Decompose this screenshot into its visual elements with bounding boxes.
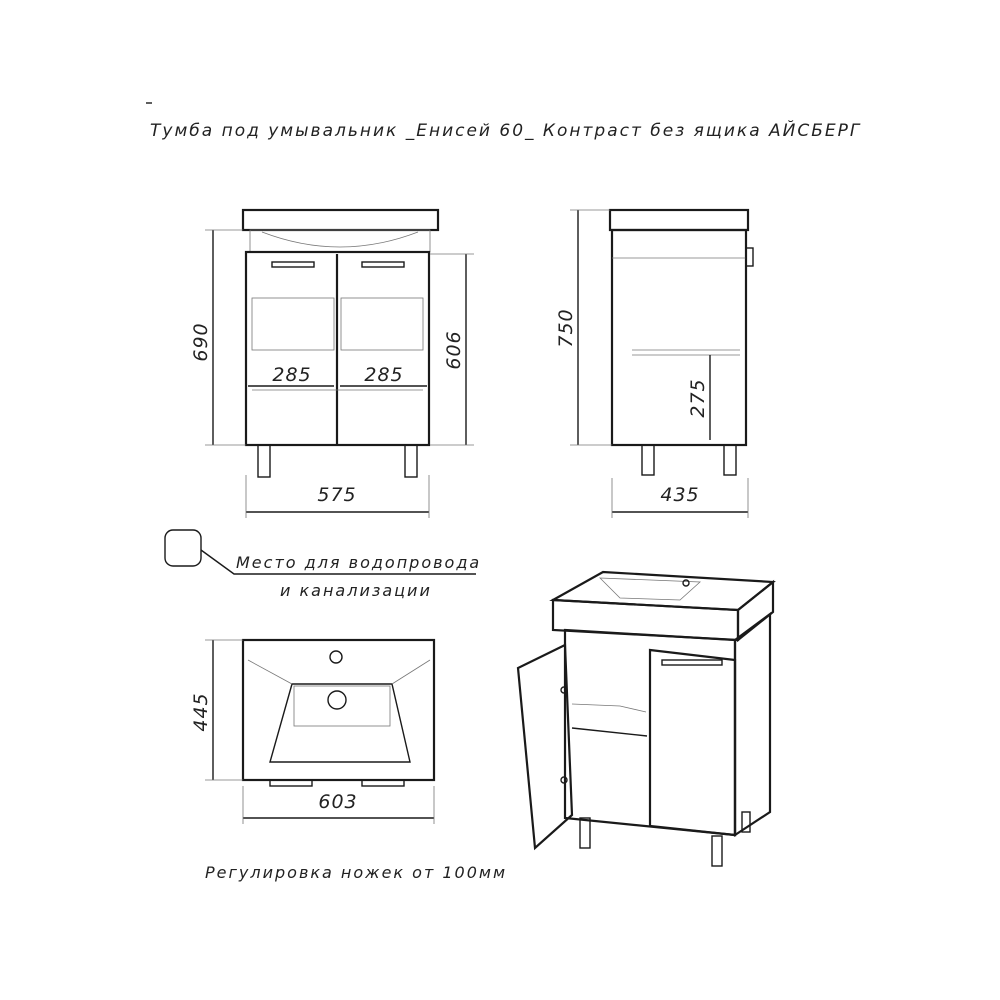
- legend-hatch-swatch: [165, 530, 201, 566]
- drain-hole: [328, 691, 346, 709]
- iso-right-door-handle: [662, 660, 722, 665]
- tap-hole: [330, 651, 342, 663]
- front-basin-bowl: [250, 230, 430, 252]
- iso-front-left-leg: [580, 818, 590, 848]
- drawing-title: Тумба под умывальник _Енисей 60_ Контраст без ящика АЙСБЕРГ: [150, 121, 862, 141]
- dim-side-depth: 435: [660, 484, 700, 506]
- side-view: [610, 210, 753, 475]
- right-plumbing-zone: [341, 298, 423, 350]
- legs-adjustment-note: Регулировка ножек от 100мм: [205, 863, 508, 882]
- side-dimensions: [555, 210, 748, 518]
- left-plumbing-zone: [252, 298, 334, 350]
- isometric-view: [518, 572, 773, 866]
- dim-side-shelf-height: 275: [687, 378, 709, 418]
- top-outline: [243, 640, 434, 780]
- right-door-handle: [362, 262, 404, 267]
- dim-right-door-width: 285: [364, 364, 404, 386]
- legend-line-2: и канализации: [280, 581, 432, 600]
- side-basin-top: [610, 210, 748, 230]
- dim-front-width: 575: [317, 484, 357, 506]
- legend: [165, 530, 481, 600]
- side-right-leg: [724, 445, 736, 475]
- front-view: [243, 210, 438, 477]
- dim-front-height: 690: [190, 322, 212, 362]
- front-dimensions: [190, 230, 474, 518]
- dim-top-depth: 445: [190, 692, 212, 732]
- iso-basin-top: [553, 572, 773, 610]
- top-dimensions: [190, 640, 434, 824]
- front-right-leg: [405, 445, 417, 477]
- left-door-handle: [272, 262, 314, 267]
- iso-right-door-closed: [650, 650, 735, 835]
- dim-top-width: 603: [318, 791, 358, 813]
- iso-front-right-leg: [712, 836, 722, 866]
- side-cabinet-body: [612, 230, 746, 445]
- front-basin-top: [243, 210, 438, 230]
- legend-line-1: Место для водопровода: [236, 553, 482, 572]
- side-left-leg: [642, 445, 654, 475]
- front-left-leg: [258, 445, 270, 477]
- iso-shelf: [572, 728, 647, 736]
- top-basin-bowl: [270, 684, 410, 762]
- dim-left-door-width: 285: [272, 364, 312, 386]
- dim-front-door-height: 606: [443, 330, 465, 370]
- dim-side-height: 750: [555, 308, 577, 348]
- top-view: [243, 640, 434, 786]
